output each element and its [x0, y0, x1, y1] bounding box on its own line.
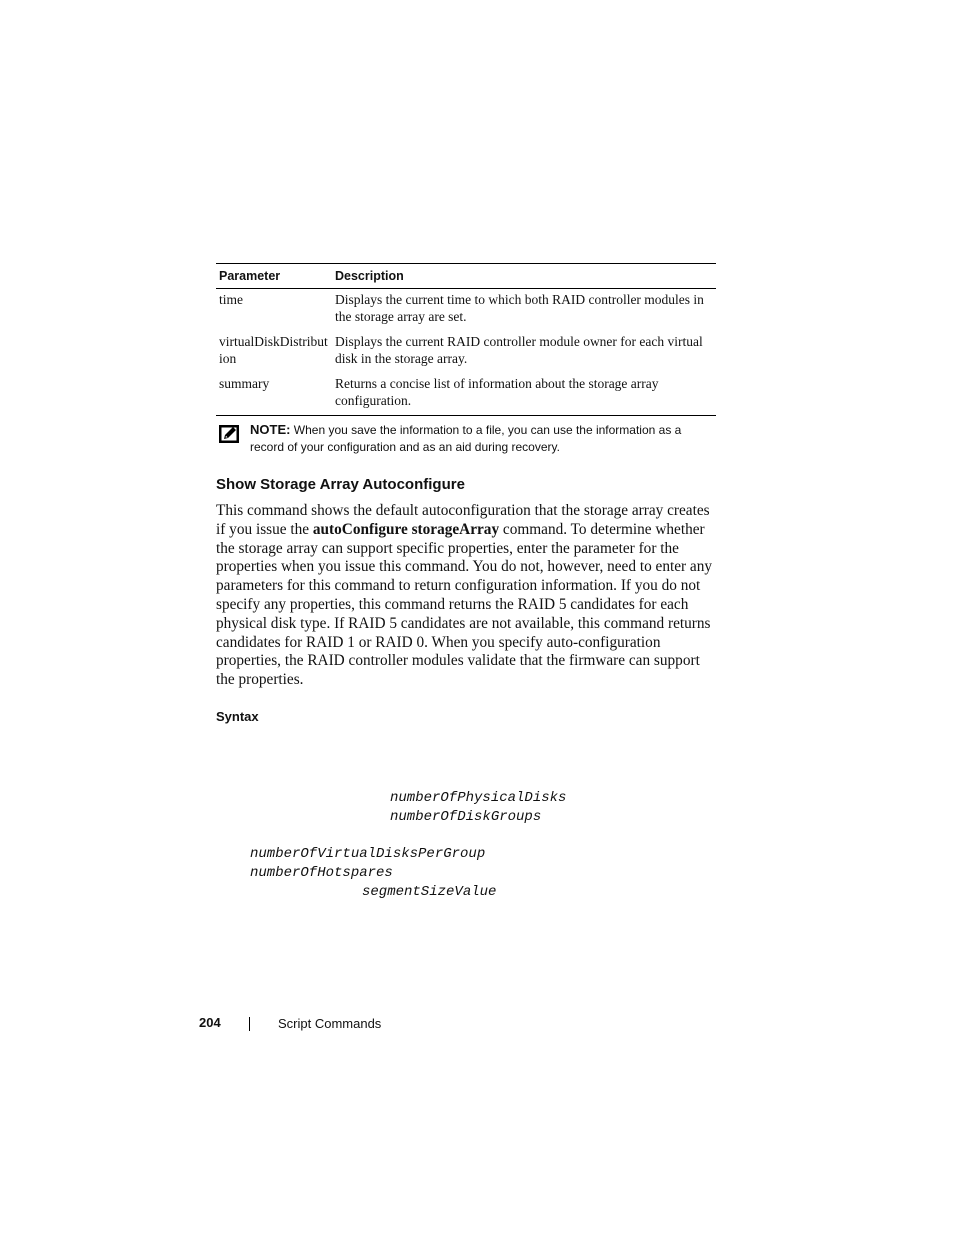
- description-cell: Returns a concise list of information about the storage array configuration.: [335, 376, 659, 408]
- command-name: autoConfigure storageArray: [312, 520, 500, 538]
- footer-divider: [249, 1017, 250, 1031]
- note-pencil-icon: [218, 424, 240, 444]
- body-paragraph: [216, 502, 716, 690]
- header-description: Description: [335, 269, 404, 283]
- syntax-param: numberOfDiskGroups: [390, 809, 542, 825]
- table-header: [216, 264, 716, 289]
- syntax-heading: Syntax: [216, 709, 259, 724]
- paragraph-text: This command shows the default autoconfiguration that the storage array creates if you issue the: [216, 502, 710, 538]
- param-cell: time: [219, 292, 243, 307]
- table-row: [216, 331, 716, 373]
- syntax-param: numberOfPhysicalDisks: [390, 790, 567, 806]
- footer-title: Script Commands: [278, 1016, 382, 1031]
- note-label: NOTE:: [250, 422, 291, 437]
- parameter-table: [216, 263, 716, 416]
- page-number: 204: [199, 1015, 221, 1030]
- note-text: [250, 421, 718, 456]
- syntax-param: segmentSizeValue: [362, 884, 497, 900]
- description-cell: Displays the current RAID controller module owner for each virtual disk in the storage array.: [335, 334, 703, 366]
- paragraph-text: command. To determine whether the storage array can support specific properties, enter the parameter for the properties when you issue this command. You do not, however, need to enter any parameters for this command to return configuration information. If you do not specify any properties, this command returns the RAID 5 candidates for each physical disk type. If RAID 5 candidates are not available, this command returns candidates for RAID 1 or RAID 0. When you specify auto-configuration properties, the RAID controller modules validate that the firmware can support the properties.: [216, 520, 713, 689]
- param-cell: virtualDiskDistribution: [219, 334, 328, 366]
- table-row: [216, 289, 716, 331]
- syntax-param: numberOfVirtualDisksPerGroup: [250, 846, 486, 862]
- syntax-param: numberOfHotspares: [250, 865, 393, 881]
- param-cell: summary: [219, 376, 270, 391]
- description-cell: Displays the current time to which both RAID controller modules in the storage array are set.: [335, 292, 704, 324]
- table-row: [216, 373, 716, 415]
- note-body: When you save the information to a file, you can use the information as a record of your configuration and as an aid during recovery.: [250, 423, 682, 454]
- section-title: Show Storage Array Autoconfigure: [216, 476, 465, 493]
- header-parameter: Parameter: [219, 269, 281, 283]
